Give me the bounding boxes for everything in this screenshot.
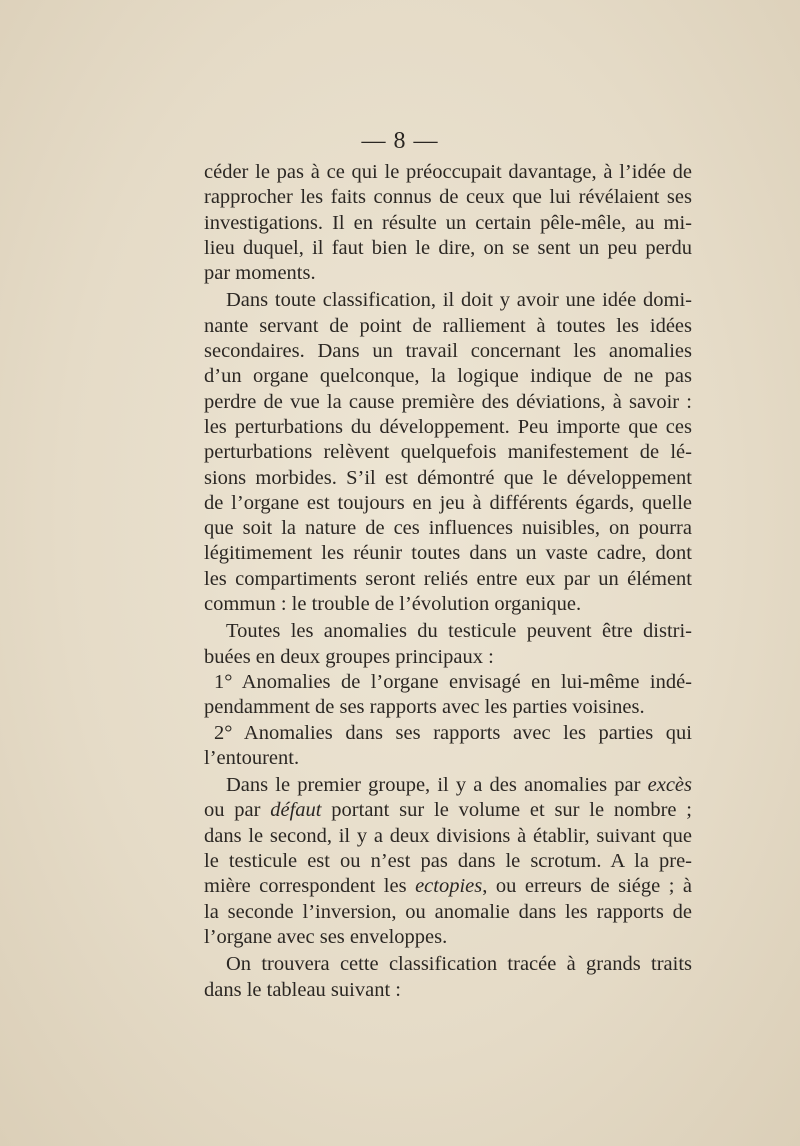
- text-line: que soit la nature de ces influences nuisibles, on pourra: [204, 517, 692, 540]
- text-line: légitimement les réunir toutes dans un vaste cadre, dont: [204, 542, 692, 565]
- text-line: d’un organe quelconque, la logique indique de ne pas: [204, 365, 692, 388]
- text-line: le testicule est ou n’est pas dans le scrotum. A la pre-: [204, 850, 692, 873]
- text-line: céder le pas à ce qui le préoccupait davantage, à l’idée de: [204, 161, 692, 183]
- text-line: On trouvera cette classification tracée à grands traits: [226, 953, 692, 976]
- text-line: 1° Anomalies de l’organe envisagé en lui-même indé-: [214, 670, 692, 693]
- text-line: Toutes les anomalies du testicule peuvent être distri-: [226, 620, 692, 643]
- text-line: commun : le trouble de l’évolution organique.: [204, 593, 582, 616]
- text-line: perdre de vue la cause première des déviations, à savoir :: [204, 390, 692, 413]
- text-line: mière correspondent les ectopies, ou erreurs de siége ; à: [204, 875, 693, 898]
- text-line: Dans toute classification, il doit y avoir une idée domi-: [226, 289, 692, 312]
- text-line: par moments.: [204, 262, 316, 285]
- text-line: de l’organe est toujours en jeu à différents égards, quelle: [204, 491, 692, 514]
- text-line: dans le tableau suivant :: [204, 978, 401, 1001]
- text-line: nante servant de point de ralliement à toutes les idées: [204, 314, 692, 337]
- text-line: les perturbations du développement. Peu importe que ces: [204, 415, 692, 438]
- text-line: lieu duquel, il faut bien le dire, on se sent un peu perdu: [204, 236, 692, 259]
- text-line: 2° Anomalies dans ses rapports avec les parties qui: [214, 721, 692, 744]
- text-line: sions morbides. S’il est démontré que le développement: [204, 466, 692, 489]
- text-line: Dans le premier groupe, il y a des anomalies par excès: [226, 774, 692, 797]
- text-line: dans le second, il y a deux divisions à établir, suivant que: [204, 824, 692, 847]
- text-line: l’entourent.: [204, 746, 300, 769]
- text-line: la seconde l’inversion, ou anomalie dans les rapports de: [204, 900, 692, 923]
- text-line: les compartiments seront reliés entre eux par un élément: [204, 567, 692, 590]
- text-line: ou par défaut portant sur le volume et sur le nombre ;: [204, 799, 692, 822]
- text-line: pendamment de ses rapports avec les parties voisines.: [204, 696, 645, 719]
- text-line: buées en deux groupes principaux :: [204, 645, 494, 668]
- body-text: [204, 160, 692, 1003]
- text-line: perturbations relèvent quelquefois manifestement de lé-: [204, 441, 692, 464]
- text-line: l’organe avec ses enveloppes.: [204, 925, 448, 948]
- text-line: secondaires. Dans un travail concernant les anomalies: [204, 340, 692, 363]
- page-number: — 8 —: [361, 128, 439, 154]
- text-line: rapprocher les faits connus de ceux que lui révélaient ses: [204, 186, 692, 209]
- text-line: investigations. Il en résulte un certain pêle-mêle, au mi-: [204, 211, 692, 234]
